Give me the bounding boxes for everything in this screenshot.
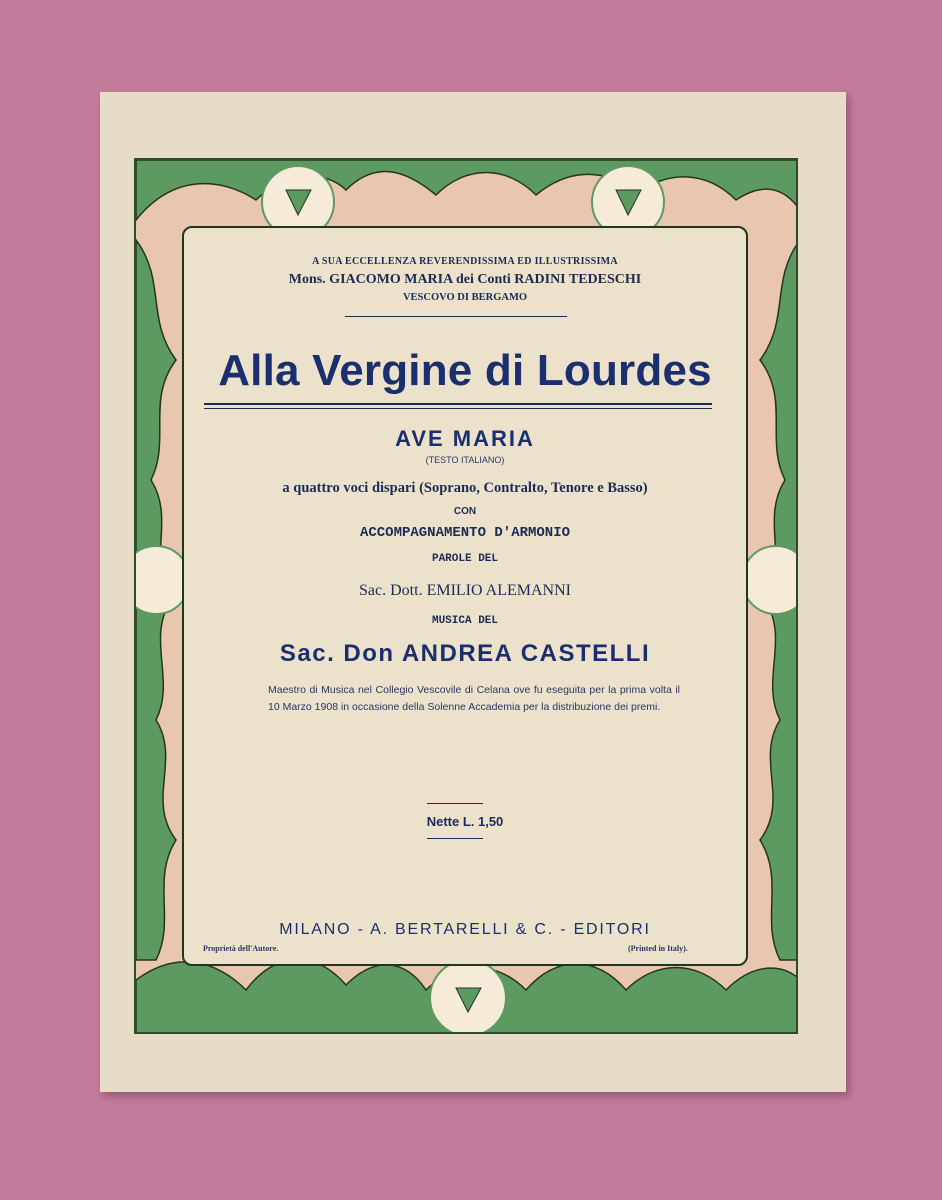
dedication-line-2: Mons. GIACOMO MARIA dei Conti RADINI TEDESCHI xyxy=(288,272,642,287)
words-by-label: PAROLE DEL xyxy=(431,553,498,565)
rights-note: Proprietà dell'Autore. xyxy=(203,944,279,953)
dedication-line-1: A SUA ECCELLENZA REVERENDISSIMA ED ILLUSTRISSIMA xyxy=(312,256,618,267)
title-rule-lower xyxy=(204,408,712,409)
page-title: Alla Vergine di Lourdes xyxy=(218,346,712,395)
dedication-rule xyxy=(345,316,567,317)
dedication-line-3: VESCOVO DI BERGAMO xyxy=(402,292,528,303)
accompaniment-line: ACCOMPAGNAMENTO D'ARMONIO xyxy=(359,525,571,541)
price: Nette L. 1,50 xyxy=(426,814,504,829)
printed-note: (Printed in Italy). xyxy=(628,944,688,953)
text-note: (TESTO ITALIANO) xyxy=(425,455,505,465)
voices-line: a quattro voci dispari (Soprano, Contralto, Tenore e Basso) xyxy=(282,480,648,496)
composer-note: Maestro di Musica nel Collegio Vescovile di Celana ove fu eseguita per la prima volta il 10 Marzo 1908 in occasione della Solenne Accademia per la distribuzione dei premi. xyxy=(268,684,680,713)
price-rule-bottom xyxy=(427,838,483,839)
title-rule-upper xyxy=(204,403,712,405)
subtitle: AVE MARIA xyxy=(395,426,535,451)
publisher-line: MILANO - A. BERTARELLI & C. - EDITORI xyxy=(279,921,651,938)
composer-name: Sac. Don ANDREA CASTELLI xyxy=(279,640,651,667)
lyricist-name: Sac. Dott. EMILIO ALEMANNI xyxy=(359,582,571,599)
price-rule-top xyxy=(427,803,483,804)
con-label: CON xyxy=(453,506,477,517)
music-by-label: MUSICA DEL xyxy=(431,615,498,627)
